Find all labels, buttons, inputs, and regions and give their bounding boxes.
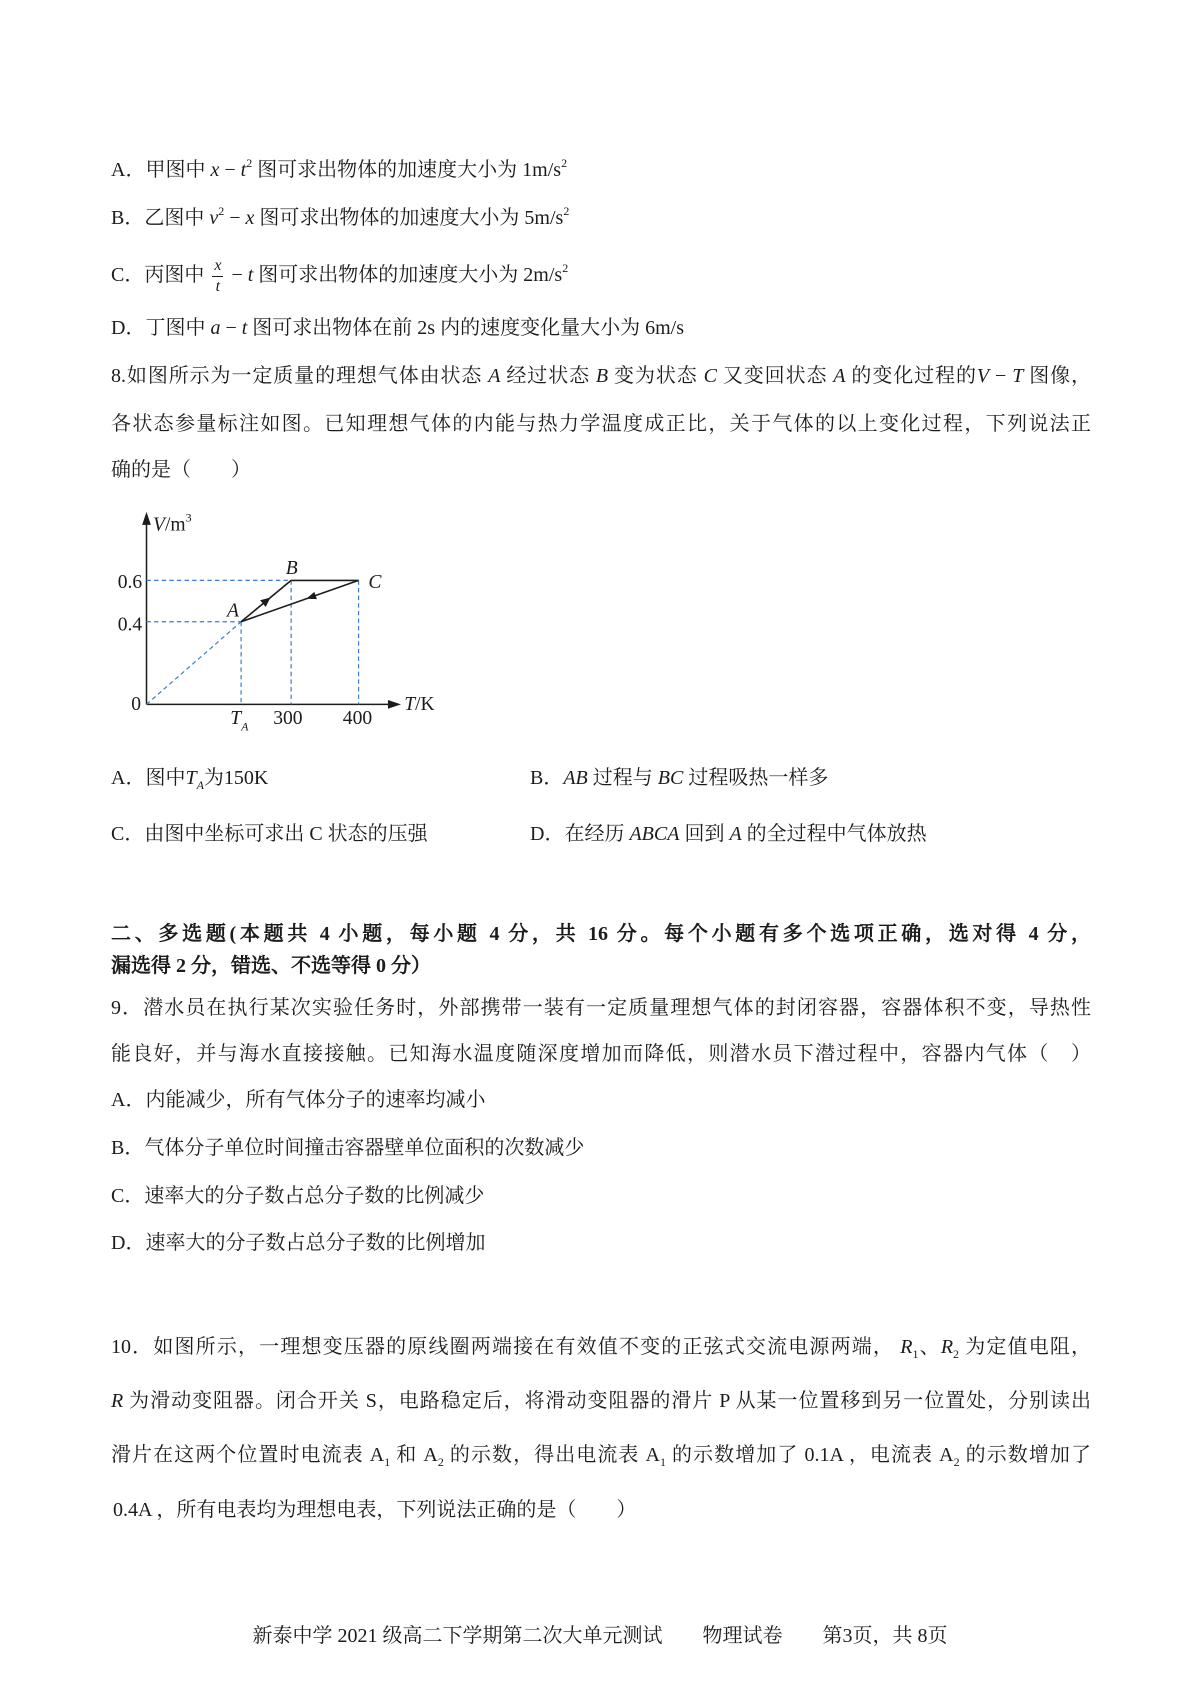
math-variable: ABCA [629,823,680,845]
section-heading-line-2: 漏选得 2 分，错选、不选等得 0 分） [111,955,431,977]
math-variable: R [111,1390,124,1412]
x-axis-arrow-icon [388,700,401,709]
math-variable: t [247,264,254,287]
q9-option-a: A．内能减少，所有气体分子的速率均减小 [111,1089,486,1111]
superscript: 2 [218,204,225,218]
text-run: 的示数，得出电流表 A [443,1444,660,1466]
text-run: 又变回状态 [716,365,834,387]
subscript: 2 [437,1455,444,1469]
q10-stem-line-1 [111,1333,1091,1361]
text-run: B．乙图中 [111,207,210,229]
math-variable: T [185,767,197,789]
math-variable: x [245,207,255,229]
x-axis-unit: /K [415,693,435,715]
text-run: 为滑动变阻器。闭合开关 S，电路稳定后，将滑动变阻器的滑片 P 从某一位置移到另一位置处，分别读出 [123,1390,1091,1412]
subscript: 1 [659,1455,666,1469]
subscript: 1 [384,1455,391,1469]
y-axis-unit: /m [164,514,186,536]
text-run: 10．如图所示，一理想变压器的原线圈两端接在有效值不变的正弦式交流电源两端， [111,1336,901,1358]
q10-stem-line-4: 0.4A ，所有电表均为理想电表，下列说法正确的是（ ） [113,1499,637,1521]
page-footer [0,1622,1200,1650]
q8-option-a [111,764,268,792]
point-label-a: A [226,600,239,622]
text-run: A．甲图中 [111,159,211,181]
text-run: A．图中 [111,767,186,789]
subscript: A [196,778,204,792]
text-run: C．丙图中 [111,264,210,287]
text-run: 图可求出物体的加速度大小为 2m/s [253,264,563,287]
text-run: − [220,317,242,339]
q8-option-d [530,820,927,848]
math-variable: x [210,159,220,181]
q7-option-a [111,156,567,184]
subject-label: 物理试卷 [702,1625,783,1647]
x-tick-label-ta [230,708,249,734]
math-variable: B [595,365,609,387]
y-axis-symbol: V [153,514,165,536]
subscript: 1 [912,1347,919,1361]
text-run: 过程与 [587,767,658,789]
text-run: D．丁图中 [111,317,211,339]
text-run: 8.如图所示为一定质量的理想气体由状态 [111,365,489,387]
text-run: 为150K [203,767,269,789]
math-variable: V [976,365,990,387]
v-t-diagram [103,502,451,736]
ta-subscript: A [241,719,249,734]
q7-option-c [111,257,569,295]
math-variable: v [209,207,219,229]
q9-stem-line-2: 能良好，并与海水直接接触。已知海水温度随深度增加而降低，则潜水员下潜过程中，容器内气体（ ） [111,1043,1091,1065]
x-tick-label: 400 [342,707,373,729]
math-variable: AB [563,767,588,789]
text-run: 过程吸热一样多 [683,767,829,789]
math-variable: A [488,365,501,387]
x-axis-symbol: T [404,693,416,715]
y-axis-unit-superscript: 3 [185,510,192,525]
ta-symbol: T [230,707,242,729]
point-label-c: C [368,572,382,594]
math-variable: A [833,365,846,387]
superscript: 2 [563,204,570,218]
superscript: 2 [562,261,569,276]
point-label-b: B [285,557,298,579]
text-run: 的变化过程的 [845,365,977,387]
q9-option-c: C．速率大的分子数占总分子数的比例减少 [111,1185,485,1207]
process-ca [241,580,358,621]
text-run: B． [530,767,564,789]
math-variable: R [900,1336,913,1358]
text-run: 、 [918,1336,941,1358]
text-run: 图可求出物体的加速度大小为 1m/s [252,159,562,181]
text-run: 的示数增加了 0.1A ，电流表 A [665,1444,954,1466]
text-run: 和 A [390,1444,438,1466]
text-run: − [224,207,246,229]
arrow-ca-icon [306,592,317,599]
text-run: 为定值电阻， [959,1336,1092,1358]
math-variable: BC [657,767,684,789]
y-tick-label: 0.4 [117,614,143,636]
origin-label: 0 [131,693,142,715]
q9-option-b: B．气体分子单位时间撞击容器壁单位面积的次数减少 [111,1137,585,1159]
math-variable: t [240,159,247,181]
fraction [212,258,223,295]
math-variable: a [210,317,221,339]
math-variable: C [703,365,717,387]
math-variable: T [1012,365,1024,387]
page-number: 第3页，共 8页 [822,1625,948,1647]
text-run: 的示数增加了 [959,1444,1091,1466]
q8-option-c: C．由图中坐标可求出 C 状态的压强 [111,823,428,845]
q10-stem-line-2 [111,1387,1091,1415]
y-axis-arrow-icon [142,512,151,525]
math-variable: R [940,1336,954,1358]
text-run: 经过状态 [500,365,596,387]
text-run: 图可求出物体的加速度大小为 5m/s [254,207,564,229]
text-run: 变为状态 [608,365,704,387]
math-variable: A [729,823,742,845]
fraction-denominator: t [215,278,221,295]
text-run: 的全过程中气体放热 [741,823,927,845]
q9-option-d: D．速率大的分子数占总分子数的比例增加 [111,1232,486,1254]
text-run: − [226,264,248,287]
text-run: 回到 [679,823,730,845]
q8-stem-line-2: 各状态参量标注如图。已知理想气体的内能与热力学温度成正比，关于气体的以上变化过程，下列说法正 [111,413,1091,435]
exam-title: 新泰中学 2021 级高二下学期第二次大单元测试 [252,1625,663,1647]
superscript: 2 [561,156,568,170]
math-variable: t [241,317,248,339]
guide-line-origin-a [147,622,242,705]
subscript: 2 [953,1455,960,1469]
q9-stem-line-1: 9．潜水员在执行某次实验任务时，外部携带一装有一定质量理想气体的封闭容器，容器体积不变，导热性 [111,997,1091,1019]
subscript: 2 [953,1347,960,1361]
superscript: 2 [246,156,253,170]
text-run: 图可求出物体在前 2s 内的速度变化量大小为 6m/s [247,317,684,339]
q10-stem-line-3 [111,1441,1091,1469]
text-run: D．在经历 [530,823,630,845]
y-axis-label [153,511,192,536]
q7-option-b [111,204,569,232]
q7-option-d [111,314,684,342]
y-tick-label: 0.6 [117,572,143,594]
text-run: 图像， [1023,365,1092,387]
section-heading-line-1: 二、多选题(本题共 4 小题，每小题 4 分，共 16 分。每个小题有多个选项正确，选对得 4 分， [111,923,1091,945]
x-tick-label: 300 [273,707,303,729]
q8-stem-line-3: 确的是（ ） [111,459,251,481]
q8-option-b [530,764,828,792]
text-run: − [219,159,241,181]
fraction-numerator: x [212,258,223,277]
text-run: 滑片在这两个位置时电流表 A [111,1444,385,1466]
text-run: − [989,365,1013,387]
q8-stem-line-1 [111,362,1091,390]
x-axis-label [404,694,434,715]
